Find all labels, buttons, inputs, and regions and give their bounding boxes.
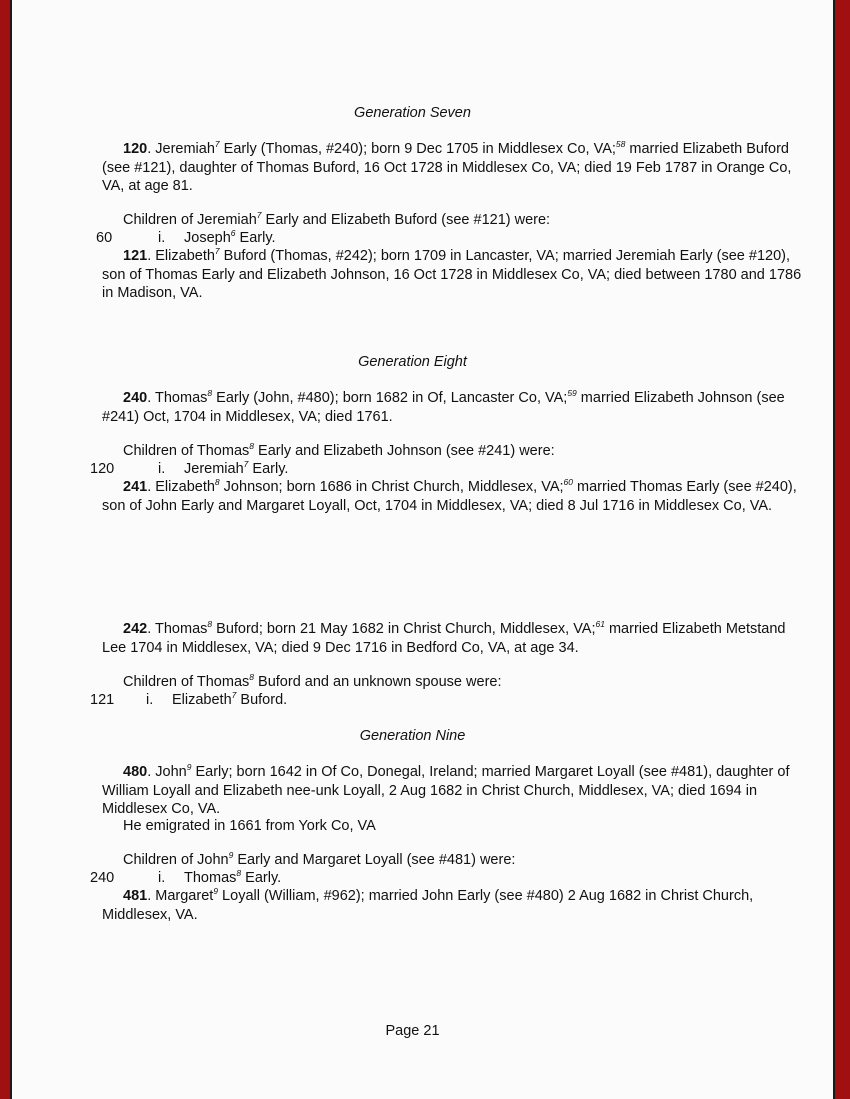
entry-481: 481. Margaret$^9$ Loyall (William, #962); married John Early (see #480) 2 Aug 1682 in Christ Church, Middlesex, VA. <box>102 886 754 923</box>
entry-240: 240. Thomas$^8$ Early (John, #480); born 1682 in Of, Lancaster Co, VA;$^{59}$ married Elizabeth Johnson (see #241) Oct, 1704 in Middlesex, VA; died 1761. <box>102 388 785 425</box>
entry-241: 241. Elizabeth$^8$ Johnson; born 1686 in Christ Church, Middlesex, VA;$^{60}$ married Thomas Early (see #240), son of John Early and Margaret Loyall, Oct, 1704 in Middlesex, VA; died 8 Jul 1716 in Middlesex Co, VA. <box>102 477 797 514</box>
entry-480-note: He emigrated in 1661 from York Co, VA <box>123 818 376 834</box>
children-intro-480: Children of John$^9$ Early and Margaret Loyall (see #481) were: <box>123 850 516 868</box>
generation-heading: Generation Eight <box>358 354 467 370</box>
generation-heading: Generation Seven <box>354 105 471 121</box>
children-intro-120: Children of Jeremiah$^7$ Early and Elizabeth Buford (see #121) were: <box>123 210 551 228</box>
children-intro-242: Children of Thomas$^8$ Buford and an unknown spouse were: <box>123 672 502 690</box>
entry-120: 120. Jeremiah$^7$ Early (Thomas, #240); born 9 Dec 1705 in Middlesex Co, VA;$^{58}$ married Elizabeth Buford (see #121), daughter of Thomas Buford, 16 Oct 1728 in Middlesex Co, VA; died 19 Feb 1787 in Orange Co, VA, at age 81. <box>102 139 792 194</box>
entry-480: 480. John$^9$ Early; born 1642 in Of Co, Donegal, Ireland; married Margaret Loyall (see #481), daughter of William Loyall and Elizabeth nee-unk Loyall, 2 Aug 1682 in Christ Church, Middlesex, VA; died 1694 in Middlesex Co, VA. <box>102 762 790 817</box>
entry-242: 242. Thomas$^8$ Buford; born 21 May 1682 in Christ Church, Middlesex, VA;$^{61}$ married Elizabeth Metstand Lee 1704 in Middlesex, VA; died 9 Dec 1716 in Bedford Co, VA, at age 34. <box>102 619 786 656</box>
document-page: Generation Seven 120. Jeremiah$^7$ Early (Thomas, #240); born 9 Dec 1705 in Middlesex Co, VA;$^{58}$ married Elizabeth Buford (see #121), daughter of Thomas Buford, 16 Oct 1728 in Middlesex Co, VA; died 19 Feb 1787 in Orange Co, VA, at age 81. Children of Jeremiah$^7$ Early and Elizabeth Buford (see #121) were: 60 i. Joseph$^6$ Early. 121. Elizabeth$^7$ Buford (Thomas, #242); born 1709 in Lancaster, VA; married Jeremiah Early (see #120), son of Thomas Early and Elizabeth Johnson, 16 Oct 1728 in Middlesex Co, VA; died between 1780 and 1786 in Madison, VA. Generation Eight 240. Thomas$^8$ Early (John, #480); born 1682 in Of, Lancaster Co, VA;$^{59}$ married Elizabeth Johnson (see #241) Oct, 1704 in Middlesex, VA; died 1761. Children of Thomas$^8$ Early and Elizabeth Johnson (see #241) were: 120 i. Jeremiah$^7$ Early. 241. Elizabeth$^8$ Johnson; born 1686 in Christ Church, Middlesex, VA;$^{60}$ married Thomas Early (see #240), son of John Early and Margaret Loyall, Oct, 1704 in Middlesex, VA; died 8 Jul 1716 in Middlesex Co, VA. 242. Thomas$^8$ Buford; born 21 May 1682 in Christ Church, Middlesex, VA;$^{61}$ married Elizabeth Metstand Lee 1704 in Middlesex, VA; died 9 Dec 1716 in Bedford Co, VA, at age 34. Children of Thomas$^8$ Buford and an unknown spouse were: 121 i. Elizabeth$^7$ Buford. Generation Nine 480. John$^9$ Early; born 1642 in Of Co, Donegal, Ireland; married Margaret Loyall (see #481), daughter of William Loyall and Elizabeth nee-unk Loyall, 2 Aug 1682 in Christ Church, Middlesex, VA; died 1694 in Middlesex Co, VA. He emigrated in 1661 from York Co, VA Children of John$^9$ Early and Margaret Loyall (see #481) were: 240 i. Thomas$^8$ Early. 481. Margaret$^9$ Loyall (William, #962); married John Early (see #480) 2 Aug 1682 in Christ Church, Middlesex, VA. Page 21 <box>10 0 835 1099</box>
generation-heading: Generation Nine <box>359 728 466 744</box>
children-intro-240: Children of Thomas$^8$ Early and Elizabeth Johnson (see #241) were: <box>123 441 555 459</box>
page-number: Page 21 <box>385 1023 440 1039</box>
entry-121: 121. Elizabeth$^7$ Buford (Thomas, #242); born 1709 in Lancaster, VA; married Jeremiah Early (see #120), son of Thomas Early and Elizabeth Johnson, 16 Oct 1728 in Middlesex Co, VA; died between 1780 and 1786 in Madison, VA. <box>102 246 802 301</box>
